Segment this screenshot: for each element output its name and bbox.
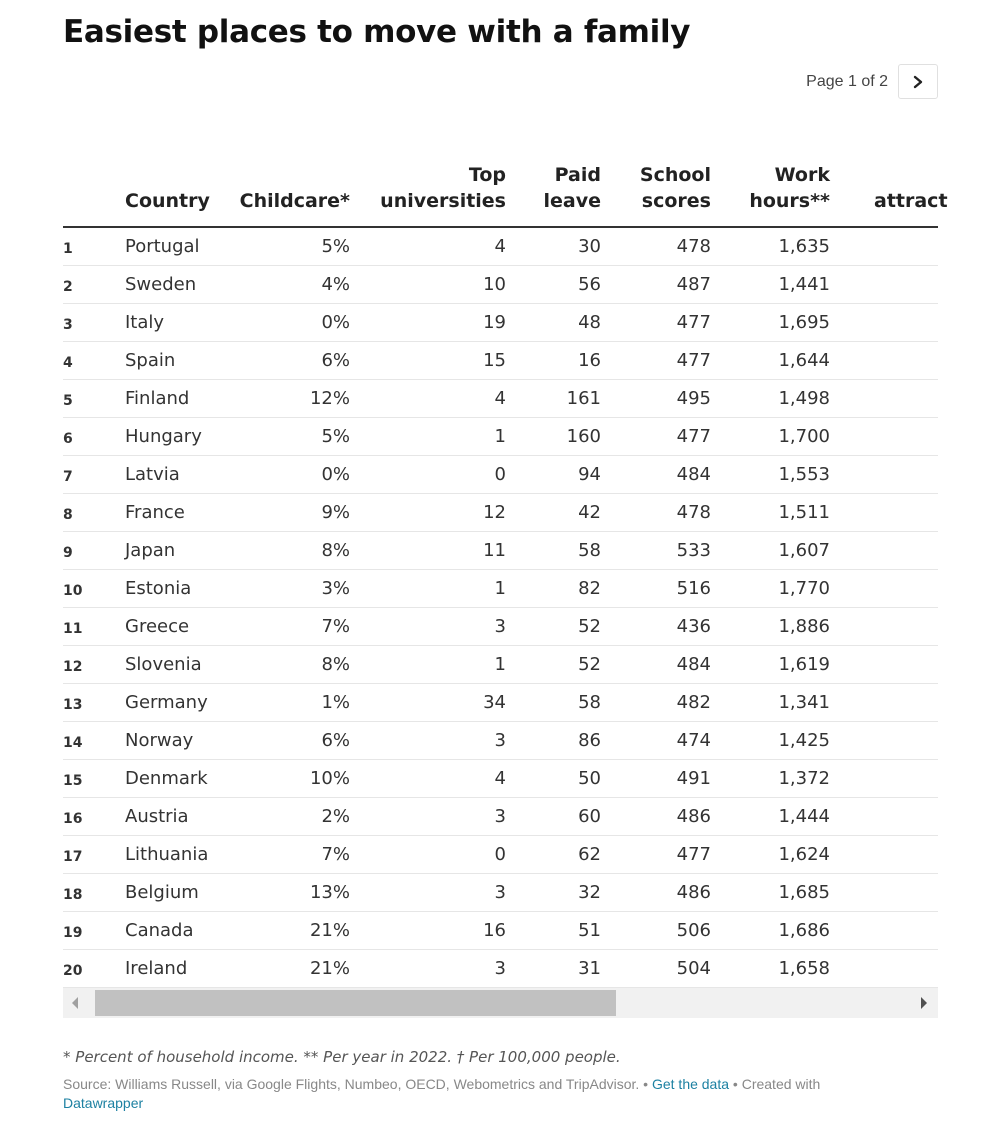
universities-cell: 3 xyxy=(494,730,506,751)
country-cell: France xyxy=(125,502,185,523)
data-table xyxy=(63,150,948,990)
school-cell: 486 xyxy=(676,882,711,903)
country-cell: Germany xyxy=(125,692,208,713)
childcare-cell: 5% xyxy=(321,236,350,257)
school-cell: 482 xyxy=(676,692,711,713)
leave-cell: 62 xyxy=(578,844,601,865)
universities-cell: 10 xyxy=(483,274,506,295)
column-header-childcare[interactable]: Childcare* xyxy=(239,190,350,212)
table-row xyxy=(63,760,938,798)
universities-cell: 34 xyxy=(483,692,506,713)
universities-cell: 0 xyxy=(494,844,506,865)
column-header-school-scores-line2: scores xyxy=(641,190,711,212)
column-header-universities[interactable] xyxy=(380,162,506,214)
rank-cell: 15 xyxy=(63,773,83,789)
table-row xyxy=(63,266,938,304)
childcare-cell: 6% xyxy=(321,350,350,371)
column-header-paid-leave[interactable] xyxy=(544,162,602,214)
column-header-work-hours-line2: hours** xyxy=(749,190,830,212)
childcare-cell: 4% xyxy=(321,274,350,295)
universities-cell: 11 xyxy=(483,540,506,561)
school-cell: 487 xyxy=(676,274,711,295)
childcare-cell: 21% xyxy=(309,920,350,941)
leave-cell: 94 xyxy=(578,464,601,485)
universities-cell: 3 xyxy=(494,882,506,903)
hours-cell: 1,635 xyxy=(778,236,830,257)
leave-cell: 42 xyxy=(578,502,601,523)
hours-cell: 1,444 xyxy=(778,806,830,827)
leave-cell: 51 xyxy=(578,920,601,941)
country-cell: Latvia xyxy=(125,464,180,485)
rank-cell: 14 xyxy=(63,735,83,751)
get-the-data-link[interactable]: Get the data xyxy=(651,1076,730,1092)
column-header-school-scores[interactable] xyxy=(640,162,711,214)
hours-cell: 1,619 xyxy=(778,654,830,675)
childcare-cell: 9% xyxy=(321,502,350,523)
hours-cell: 1,644 xyxy=(778,350,830,371)
universities-cell: 1 xyxy=(494,654,506,675)
table-row xyxy=(63,646,938,684)
rank-cell: 1 xyxy=(63,241,73,257)
column-header-universities-line2: universities xyxy=(380,190,506,212)
rank-cell: 18 xyxy=(63,887,83,903)
school-cell: 477 xyxy=(676,426,711,447)
column-header-school-scores-line1: School xyxy=(639,164,711,186)
childcare-cell: 1% xyxy=(321,692,350,713)
school-cell: 477 xyxy=(676,312,711,333)
universities-cell: 4 xyxy=(494,236,506,257)
country-cell: Sweden xyxy=(125,274,197,295)
table-row xyxy=(63,532,938,570)
rank-cell: 20 xyxy=(63,963,83,979)
universities-cell: 4 xyxy=(494,388,506,409)
table-row xyxy=(63,798,938,836)
country-cell: Spain xyxy=(125,350,176,371)
childcare-cell: 13% xyxy=(309,882,350,903)
column-header-paid-leave-line1: Paid xyxy=(554,164,601,186)
rank-cell: 8 xyxy=(63,507,73,523)
school-cell: 436 xyxy=(676,616,711,637)
leave-cell: 161 xyxy=(566,388,601,409)
universities-cell: 0 xyxy=(494,464,506,485)
country-cell: Lithuania xyxy=(125,844,209,865)
pagination xyxy=(780,64,938,100)
scrollbar-thumb[interactable] xyxy=(95,990,616,1016)
leave-cell: 52 xyxy=(578,654,601,675)
universities-cell: 3 xyxy=(494,616,506,637)
table-row xyxy=(63,570,938,608)
universities-cell: 4 xyxy=(494,768,506,789)
table-row xyxy=(63,722,938,760)
childcare-cell: 7% xyxy=(321,616,350,637)
childcare-cell: 21% xyxy=(309,958,350,979)
universities-cell: 12 xyxy=(483,502,506,523)
country-cell: Portugal xyxy=(125,236,200,257)
country-cell: Japan xyxy=(125,540,176,561)
school-cell: 474 xyxy=(676,730,711,751)
rank-cell: 6 xyxy=(63,431,73,447)
childcare-cell: 6% xyxy=(321,730,350,751)
table-row xyxy=(63,608,938,646)
column-header-attractions[interactable]: attract xyxy=(874,190,948,212)
school-cell: 478 xyxy=(676,502,711,523)
leave-cell: 32 xyxy=(578,882,601,903)
column-header-paid-leave-line2: leave xyxy=(543,190,601,212)
school-cell: 477 xyxy=(676,844,711,865)
school-cell: 533 xyxy=(676,540,711,561)
childcare-cell: 5% xyxy=(321,426,350,447)
rank-cell: 13 xyxy=(63,697,83,713)
table-row xyxy=(63,456,938,494)
horizontal-scrollbar[interactable] xyxy=(63,988,938,1018)
leave-cell: 50 xyxy=(578,768,601,789)
table-row xyxy=(63,684,938,722)
rank-cell: 10 xyxy=(63,583,83,599)
country-cell: Austria xyxy=(125,806,189,827)
hours-cell: 1,886 xyxy=(778,616,830,637)
school-cell: 491 xyxy=(676,768,711,789)
leave-cell: 60 xyxy=(578,806,601,827)
school-cell: 504 xyxy=(676,958,711,979)
country-cell: Greece xyxy=(125,616,190,637)
childcare-cell: 10% xyxy=(309,768,350,789)
table-row xyxy=(63,494,938,532)
rank-cell: 9 xyxy=(63,545,73,561)
hours-cell: 1,498 xyxy=(778,388,830,409)
rank-cell: 7 xyxy=(63,469,73,485)
table-row xyxy=(63,380,938,418)
hours-cell: 1,770 xyxy=(778,578,830,599)
hours-cell: 1,425 xyxy=(778,730,830,751)
childcare-cell: 3% xyxy=(321,578,350,599)
footnotes: * Percent of household income. ** Per year in 2022. † Per 100,000 people. xyxy=(63,1048,621,1066)
hours-cell: 1,624 xyxy=(778,844,830,865)
school-cell: 484 xyxy=(676,464,711,485)
universities-cell: 15 xyxy=(483,350,506,371)
table-row xyxy=(63,874,938,912)
chevron-right-icon xyxy=(912,75,924,89)
country-cell: Finland xyxy=(125,388,190,409)
leave-cell: 160 xyxy=(566,426,601,447)
school-cell: 484 xyxy=(676,654,711,675)
leave-cell: 56 xyxy=(578,274,601,295)
table-row xyxy=(63,228,938,266)
childcare-cell: 12% xyxy=(309,388,350,409)
leave-cell: 31 xyxy=(578,958,601,979)
universities-cell: 19 xyxy=(483,312,506,333)
universities-cell: 1 xyxy=(494,578,506,599)
datawrapper-link[interactable]: Datawrapper xyxy=(63,1095,144,1111)
country-cell: Hungary xyxy=(125,426,202,447)
rank-cell: 11 xyxy=(63,621,83,637)
school-cell: 477 xyxy=(676,350,711,371)
source-text: Source: Williams Russell, via Google Flights, Numbeo, OECD, Webometrics and TripAdvisor. • xyxy=(63,1076,652,1092)
leave-cell: 82 xyxy=(578,578,601,599)
rank-cell: 5 xyxy=(63,393,73,409)
universities-cell: 16 xyxy=(483,920,506,941)
scroll-left-arrow-icon[interactable] xyxy=(69,996,81,1010)
country-cell: Ireland xyxy=(125,958,188,979)
hours-cell: 1,658 xyxy=(778,958,830,979)
country-cell: Slovenia xyxy=(125,654,202,675)
rank-cell: 4 xyxy=(63,355,73,371)
table-row xyxy=(63,342,938,380)
hours-cell: 1,372 xyxy=(778,768,830,789)
childcare-cell: 0% xyxy=(321,312,350,333)
page-indicator: Page 1 of 2 xyxy=(806,73,888,90)
country-cell: Estonia xyxy=(125,578,192,599)
table-row xyxy=(63,418,938,456)
hours-cell: 1,441 xyxy=(778,274,830,295)
universities-cell: 1 xyxy=(494,426,506,447)
table-row xyxy=(63,304,938,342)
hours-cell: 1,511 xyxy=(778,502,830,523)
scroll-right-arrow-icon[interactable] xyxy=(918,996,930,1010)
leave-cell: 58 xyxy=(578,692,601,713)
rank-cell: 12 xyxy=(63,659,83,675)
hours-cell: 1,695 xyxy=(778,312,830,333)
leave-cell: 30 xyxy=(578,236,601,257)
created-with-text: • Created with xyxy=(729,1076,821,1092)
rank-cell: 17 xyxy=(63,849,83,865)
source-line xyxy=(63,1075,893,1113)
hours-cell: 1,700 xyxy=(778,426,830,447)
universities-cell: 3 xyxy=(494,958,506,979)
chart-title: Easiest places to move with a family xyxy=(63,14,691,50)
country-cell: Canada xyxy=(125,920,194,941)
leave-cell: 16 xyxy=(578,350,601,371)
column-header-work-hours-line1: Work xyxy=(774,164,830,186)
childcare-cell: 8% xyxy=(321,540,350,561)
school-cell: 506 xyxy=(676,920,711,941)
table-row xyxy=(63,912,938,950)
column-header-country[interactable]: Country xyxy=(125,190,210,212)
rank-cell: 2 xyxy=(63,279,73,295)
country-cell: Denmark xyxy=(125,768,208,789)
school-cell: 516 xyxy=(676,578,711,599)
childcare-cell: 2% xyxy=(321,806,350,827)
rank-cell: 3 xyxy=(63,317,73,333)
leave-cell: 86 xyxy=(578,730,601,751)
country-cell: Italy xyxy=(125,312,165,333)
school-cell: 478 xyxy=(676,236,711,257)
leave-cell: 52 xyxy=(578,616,601,637)
country-cell: Norway xyxy=(125,730,194,751)
hours-cell: 1,685 xyxy=(778,882,830,903)
childcare-cell: 8% xyxy=(321,654,350,675)
leave-cell: 58 xyxy=(578,540,601,561)
column-header-universities-line1: Top xyxy=(468,164,506,186)
column-header-work-hours[interactable] xyxy=(749,162,830,214)
table-header xyxy=(63,150,948,228)
universities-cell: 3 xyxy=(494,806,506,827)
country-cell: Belgium xyxy=(125,882,199,903)
rank-cell: 19 xyxy=(63,925,83,941)
hours-cell: 1,686 xyxy=(778,920,830,941)
next-page-button[interactable] xyxy=(898,64,938,99)
rank-cell: 16 xyxy=(63,811,83,827)
childcare-cell: 0% xyxy=(321,464,350,485)
childcare-cell: 7% xyxy=(321,844,350,865)
hours-cell: 1,341 xyxy=(778,692,830,713)
hours-cell: 1,553 xyxy=(778,464,830,485)
table-row xyxy=(63,836,938,874)
school-cell: 495 xyxy=(676,388,711,409)
school-cell: 486 xyxy=(676,806,711,827)
hours-cell: 1,607 xyxy=(778,540,830,561)
leave-cell: 48 xyxy=(578,312,601,333)
table-row xyxy=(63,950,938,988)
